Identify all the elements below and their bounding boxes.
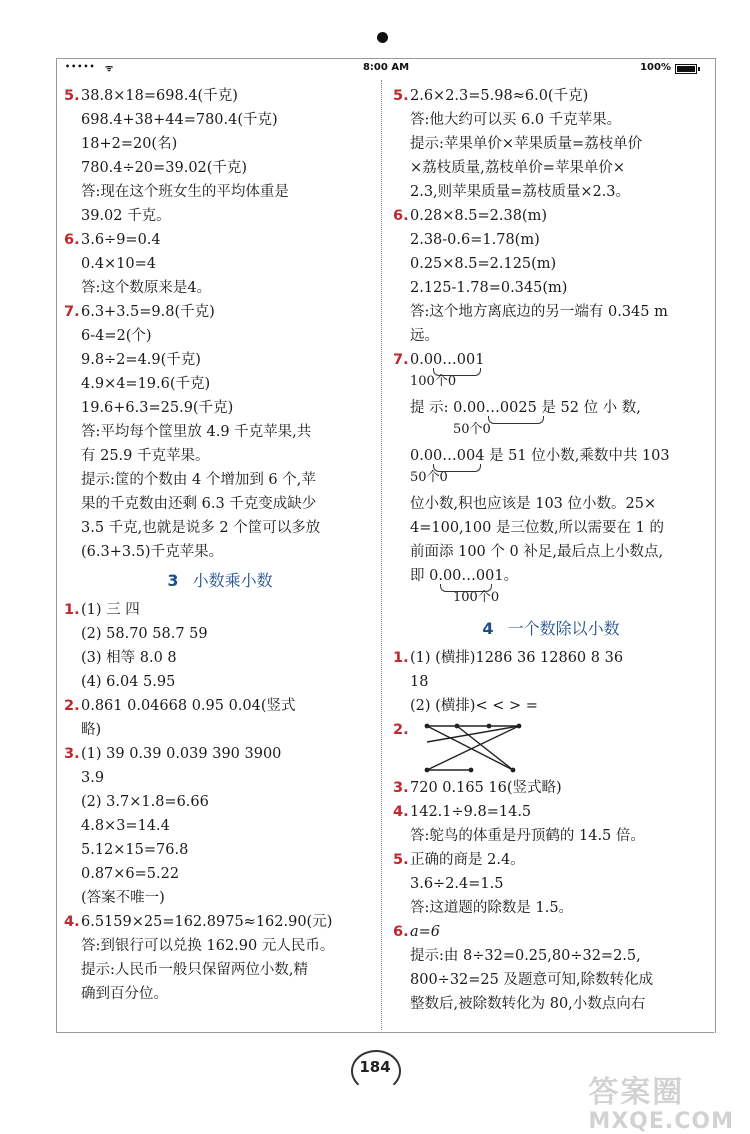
answer-line: (2) 3.7×1.8=6.66 (81, 794, 209, 810)
section-number: 4 (482, 619, 494, 638)
underbrace (440, 584, 492, 592)
question-number: 5. (393, 852, 409, 868)
battery-tip-icon (698, 67, 700, 71)
matching-dot (455, 724, 460, 729)
battery-icon (675, 64, 697, 74)
answer-line: (4) 6.04 5.95 (81, 674, 176, 690)
hint-line: 前面添 100 个 0 补足,最后点上小数点, (410, 544, 664, 560)
hint-line: 整数后,被除数转化为 80,小数点向右 (410, 996, 646, 1012)
answer-line: 18 (410, 674, 429, 690)
matching-dot (487, 724, 492, 729)
answer-line: 3.9 (81, 770, 105, 786)
question-number: 2. (64, 698, 80, 714)
question-number: 3. (393, 780, 409, 796)
answer-line: 0.861 0.04668 0.95 0.04(竖式 (81, 698, 296, 714)
question-number: 4. (393, 804, 409, 820)
matching-lines (427, 726, 519, 770)
hint-line: 确到百分位。 (81, 986, 168, 1002)
answer-line: (答案不唯一) (81, 890, 165, 906)
hint-line: 800÷32=25 及题意可知,除数转化成 (410, 972, 654, 988)
answer-line: 39.02 千克。 (81, 208, 171, 224)
underbrace-label: 50个0 (410, 470, 448, 485)
matching-line (427, 726, 519, 742)
answer-line: 4.8×3=14.4 (81, 818, 170, 834)
answer-line: 9.8÷2=4.9(千克) (81, 352, 201, 368)
question-number: 3. (64, 746, 80, 762)
question-number: 4. (64, 914, 80, 930)
answer-line: 720 0.165 16(竖式略) (410, 780, 562, 796)
answer-line: (3) 相等 8.0 8 (81, 650, 177, 666)
answer-line: 6-4=2(个) (81, 328, 152, 344)
answer-line: 有 25.9 千克苹果。 (81, 448, 210, 464)
answer-line: 答:他大约可以买 6.0 千克苹果。 (410, 112, 622, 128)
answer-line: 2.38-0.6=1.78(m) (410, 232, 540, 248)
hint-line: 2.3,则苹果质量=荔枝质量×2.3。 (410, 184, 631, 200)
answer-line: 0.25×8.5=2.125(m) (410, 256, 557, 272)
matching-lines-svg (413, 712, 533, 778)
section-heading (64, 564, 376, 598)
right-column (393, 84, 709, 1016)
answer-line: 3.6÷2.4=1.5 (410, 876, 504, 892)
hint-line-text: 即 0.00…001。 (410, 568, 519, 584)
answer-line: 6.5159×25=162.8975≈162.90(元) (81, 914, 333, 930)
question-number: 1. (393, 650, 409, 666)
hint-line: ×荔枝质量,荔枝单价=苹果单价× (410, 160, 626, 176)
section-heading (393, 612, 709, 646)
answer-line: 2.6×2.3=5.98≈6.0(千克) (410, 88, 589, 104)
hint-line: 提示:筐的个数由 4 个增加到 6 个,苹 (81, 472, 316, 488)
answer-line: 142.1÷9.8=14.5 (410, 804, 532, 820)
hint-line (393, 444, 709, 468)
answer-line: 0.87×6=5.22 (81, 866, 180, 882)
page-number: 184 (359, 1058, 391, 1076)
column-divider (381, 80, 382, 1030)
answer-line: 2.125-1.78=0.345(m) (410, 280, 568, 296)
answer-line: (1) (横排)1286 36 12860 8 36 (410, 650, 624, 666)
hint-line: 4=100,100 是三位数,所以需要在 1 的 (410, 520, 664, 536)
hint-line: (6.3+3.5)千克苹果。 (81, 544, 224, 560)
answer-line: 0.00…001 (410, 352, 485, 368)
answer-line: (1) 三 四 (81, 602, 140, 618)
question-number: 6. (64, 232, 80, 248)
answer-line: 5.12×15=76.8 (81, 842, 189, 858)
answer-line: 0.4×10=4 (81, 256, 157, 272)
answer-line: 答:这道题的除数是 1.5。 (410, 900, 574, 916)
hint-line: 提示:苹果单价×苹果质量=荔枝单价 (410, 136, 643, 152)
section-title: 一个数除以小数 (507, 619, 620, 638)
wifi-icon: ᯤ (105, 64, 114, 74)
answer-line: 答:平均每个筐里放 4.9 千克苹果,共 (81, 424, 312, 440)
signal-icon: ••••• (65, 62, 96, 71)
watermark (588, 1067, 734, 1134)
answer-line: 答:鸵鸟的体重是丹顶鹤的 14.5 倍。 (410, 828, 645, 844)
answer-line: (1) 39 0.39 0.039 390 3900 (81, 746, 282, 762)
question-number: 2. (393, 722, 409, 738)
question-number: 6. (393, 924, 409, 940)
underbrace (488, 416, 544, 424)
underbrace (433, 368, 481, 376)
answer-line: 答:到银行可以兑换 162.90 元人民币。 (81, 938, 335, 954)
answer-line: 38.8×18=698.4(千克) (81, 88, 238, 104)
hint-line (393, 564, 709, 588)
answer-line: 3.6÷9=0.4 (81, 232, 161, 248)
hint-line: 果的千克数由还剩 6.3 千克变成缺少 (81, 496, 317, 512)
answer-line: 19.6+6.3=25.9(千克) (81, 400, 234, 416)
underbrace-label: 50个0 (453, 422, 491, 437)
answer-line: 698.4+38+44=780.4(千克) (81, 112, 278, 128)
section-title: 小数乘小数 (192, 571, 273, 590)
question-number: 1. (64, 602, 80, 618)
question-number: 7. (393, 352, 409, 368)
hint-line: 提示:由 8÷32=0.25,80÷32=2.5, (410, 948, 641, 964)
hint-line: 位小数,积也应该是 103 位小数。25× (410, 496, 657, 512)
front-camera (377, 32, 388, 43)
page-number-badge (351, 1050, 399, 1080)
hint-line (393, 396, 709, 420)
question-number: 5. (393, 88, 409, 104)
matching-dot (425, 768, 430, 773)
matching-diagram (393, 718, 709, 776)
matching-dot (469, 768, 474, 773)
question-number: 6. (393, 208, 409, 224)
status-time: 8:00 AM (362, 62, 410, 73)
answer-line: 正确的商是 2.4。 (410, 852, 525, 868)
answer-line: 18+2=20(名) (81, 136, 178, 152)
answer-line: (2) (横排)< < > = (410, 698, 538, 714)
question-number: 7. (64, 304, 80, 320)
matching-dot (517, 724, 522, 729)
answer-line: 答:现在这个班女生的平均体重是 (81, 184, 289, 200)
battery-percent: 100% (640, 62, 671, 73)
hint-line: 3.5 千克,也就是说多 2 个筐可以多放 (81, 520, 321, 536)
matching-dot (511, 768, 516, 773)
left-column (64, 84, 376, 1006)
page-bottom-rule (56, 1032, 714, 1033)
watermark-url: MXQE.COM (588, 1109, 734, 1134)
answer-line: a=6 (410, 924, 441, 940)
answer-line: 0.28×8.5=2.38(m) (410, 208, 547, 224)
answer-line: 4.9×4=19.6(千克) (81, 376, 211, 392)
hint-line-text: 0.00…004 是 51 位小数,乘数中共 103 (410, 448, 670, 464)
matching-dot (425, 724, 430, 729)
underbrace-label: 100个0 (410, 374, 457, 389)
underbrace (433, 464, 481, 472)
answer-line: (2) 58.70 58.7 59 (81, 626, 208, 642)
status-bar (56, 58, 716, 79)
answer-line: 780.4÷20=39.02(千克) (81, 160, 248, 176)
answer-line: 答:这个数原来是4。 (81, 280, 212, 296)
watermark-logo: 答案圈 (588, 1075, 685, 1110)
answer-line: 答:这个地方离底边的另一端有 0.345 m (410, 304, 668, 320)
answer-line: 远。 (410, 328, 439, 344)
section-number: 3 (167, 571, 179, 590)
underbrace-label: 100个0 (453, 590, 500, 605)
answer-line: 略) (81, 722, 102, 738)
question-number: 5. (64, 88, 80, 104)
hint-line-text: 提 示: 0.00…0025 是 52 位 小 数, (410, 400, 641, 416)
hint-line: 提示:人民币一般只保留两位小数,精 (81, 962, 308, 978)
answer-line: 6.3+3.5=9.8(千克) (81, 304, 215, 320)
